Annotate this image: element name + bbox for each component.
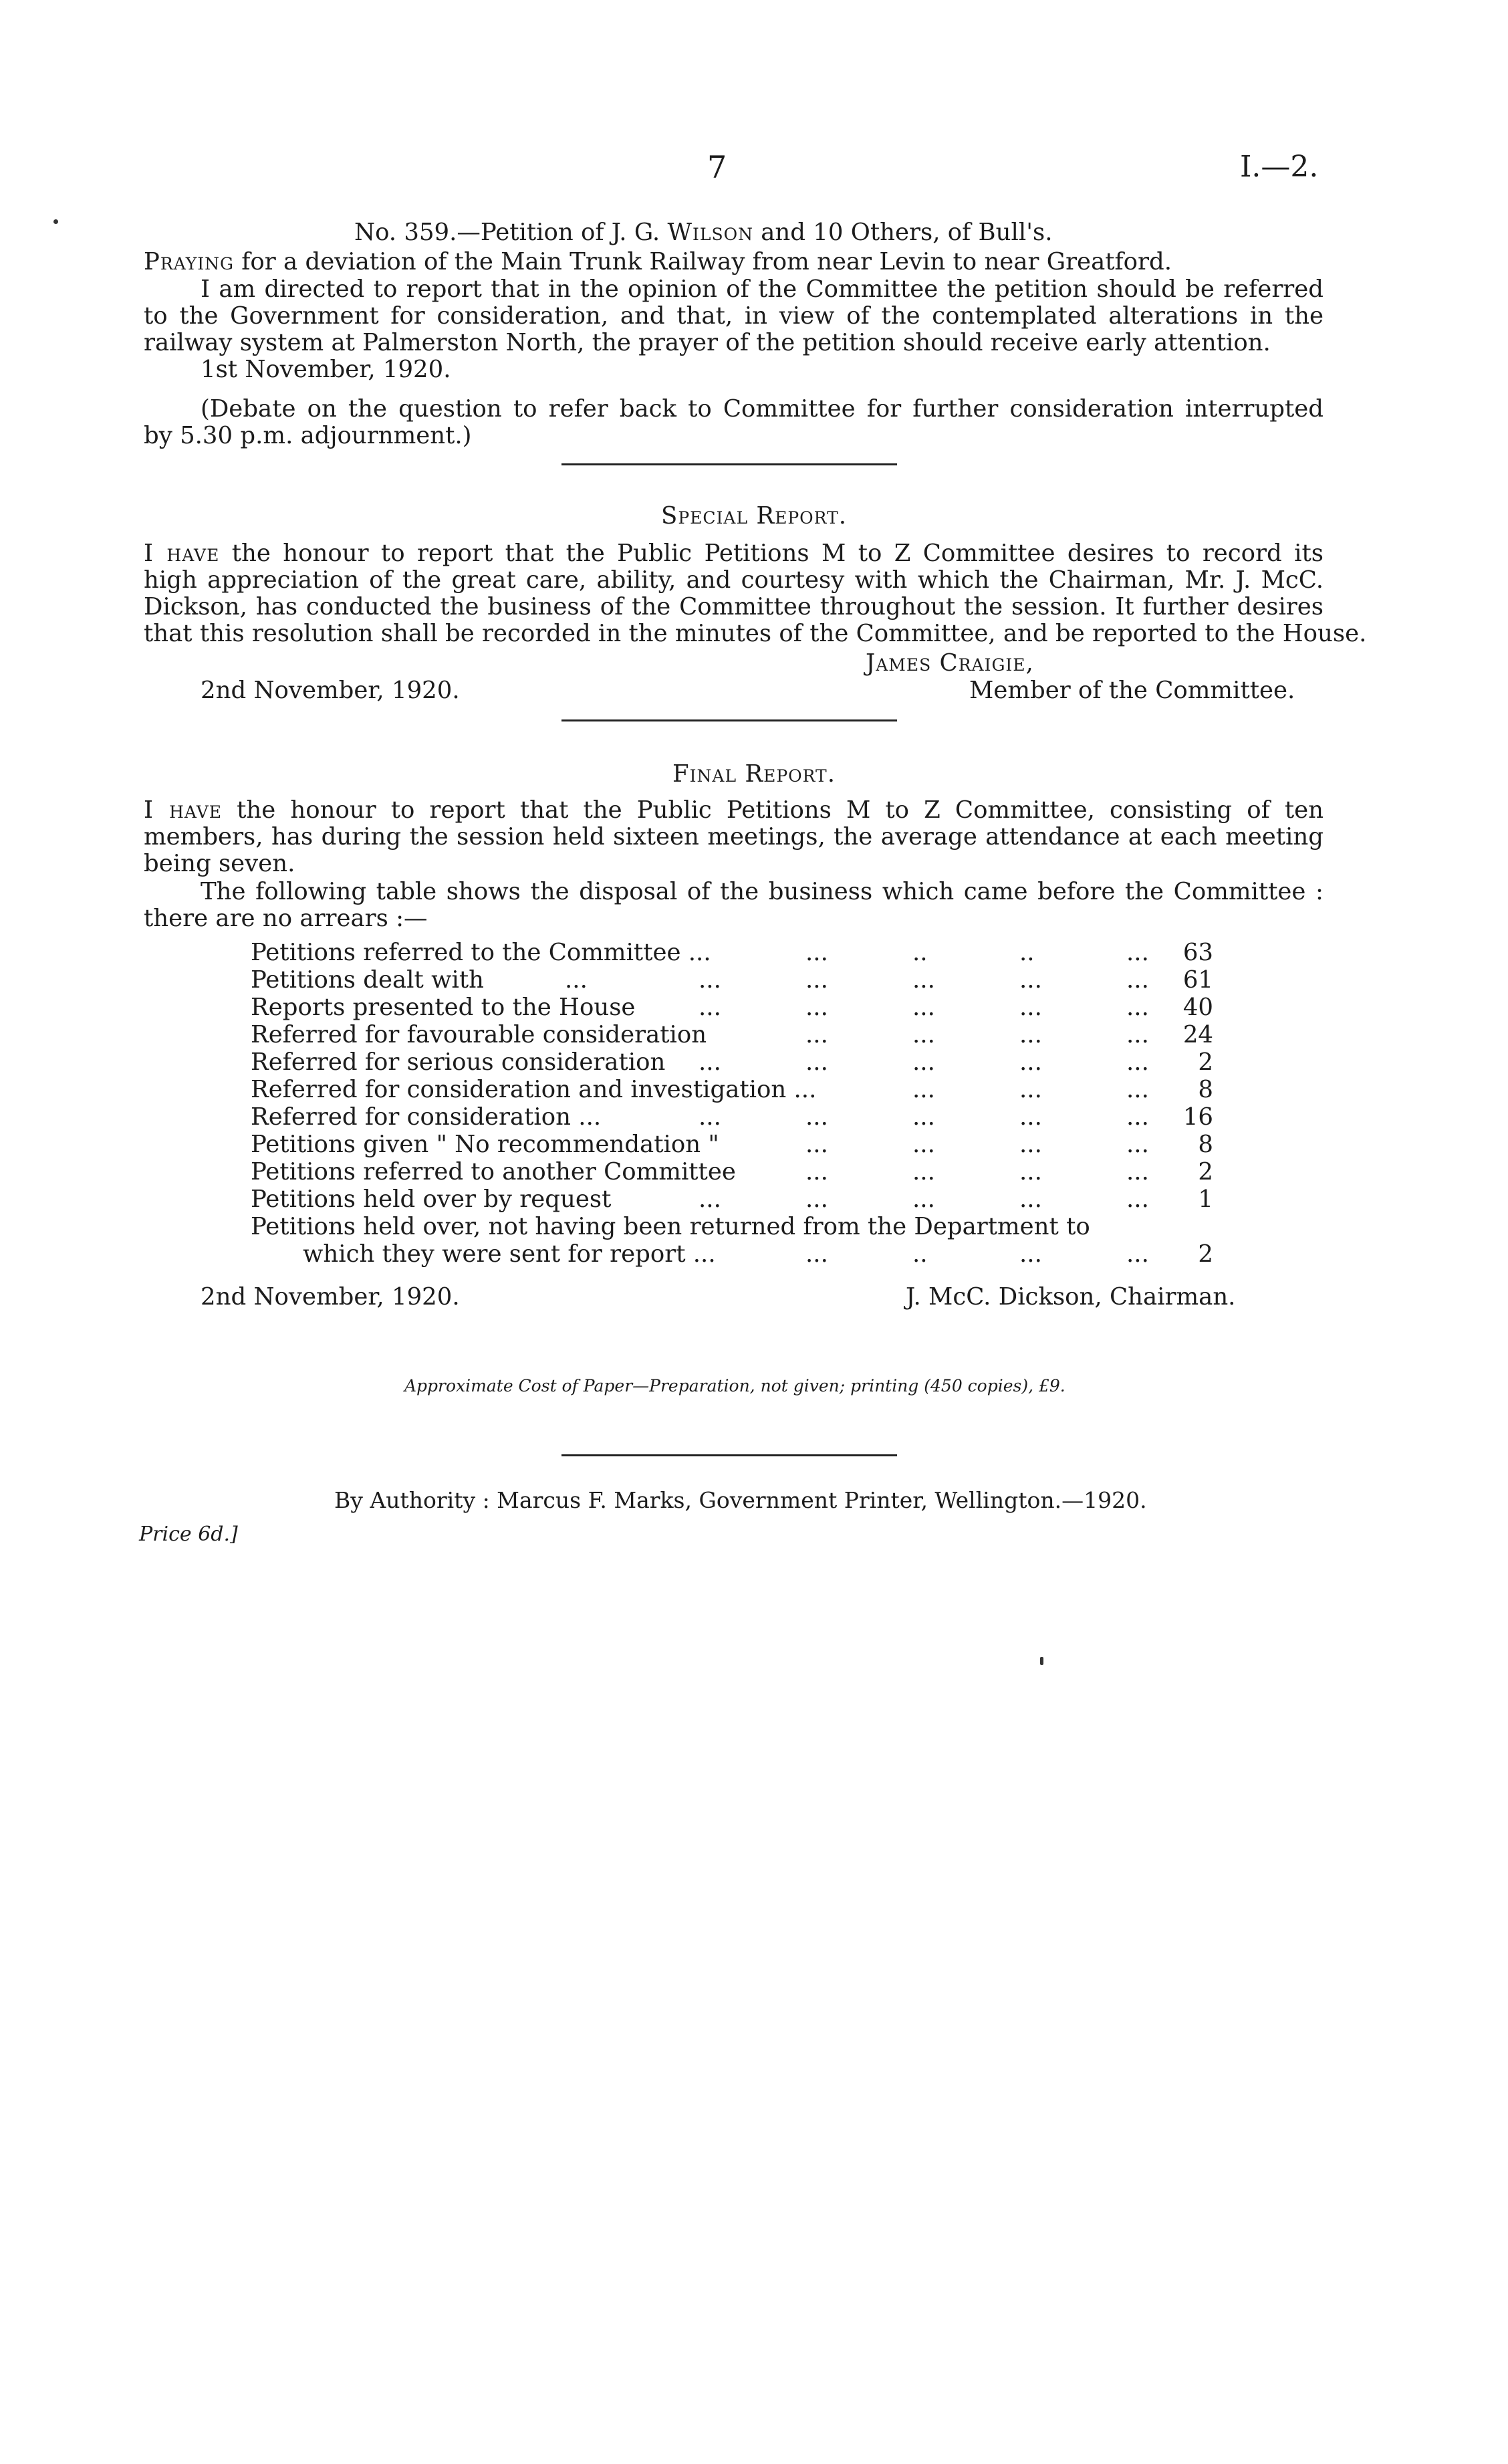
praying-text: for a deviation of the Main Trunk Railway from near Levin to near Greatford. <box>241 248 1172 275</box>
special-report-line: high appreciation of the great care, ability, and courtesy with which the Chairman, Mr. J. McC. <box>144 566 1324 594</box>
table-row: Petitions dealt with ... ... ... ... ... ... 61 <box>251 966 1213 994</box>
final-report-date: 2nd November, 1920. <box>201 1283 460 1311</box>
special-report-signatory: James Craigie, <box>866 649 1034 677</box>
final-report-line3: being seven. <box>144 850 295 877</box>
table-row: Referred for serious consideration ... ... ... ... ... 2 <box>251 1048 1213 1076</box>
table-row: Referred for favourable consideration ... ... ... ... 24 <box>251 1021 1213 1048</box>
debate-note-line1: (Debate on the question to refer back to Committee for further consideration interrupted <box>201 395 1324 423</box>
cost-note: Approximate Cost of Paper—Preparation, not given; printing (450 copies), £9. <box>404 1376 1065 1395</box>
table-row: Referred for consideration ... ... ... ... ... ... 16 <box>251 1103 1213 1131</box>
row-value: 1 <box>1198 1186 1213 1213</box>
special-report-lead: I have <box>144 540 220 567</box>
special-report-date: 2nd November, 1920. <box>201 677 460 704</box>
final-report-title: Final Report. <box>672 760 836 788</box>
petition-heading-number: No. 359.—Petition of J. G. <box>354 219 660 246</box>
authority-line: By Authority : Marcus F. Marks, Government Printer, Wellington.—1920. <box>334 1487 1147 1513</box>
petition-heading-rest: and 10 Others, of Bull's. <box>761 219 1053 246</box>
row-value: 2 <box>1198 1158 1213 1186</box>
page-number: 7 <box>707 149 727 185</box>
row-label: Referred for consideration and investigation ... <box>251 1076 817 1103</box>
price-label: Price 6d.] <box>139 1523 238 1546</box>
row-value: 63 <box>1182 939 1213 966</box>
special-report-title: Special Report. <box>661 502 847 530</box>
debate-note-line2: by 5.30 p.m. adjournment.) <box>144 422 472 449</box>
row-label: Reports presented to the House <box>251 994 636 1021</box>
petition-report-line: railway system at Palmerston North, the prayer of the petition should receive early attention. <box>144 329 1271 356</box>
row-label: Petitions held over, not having been returned from the Department to <box>251 1213 1090 1240</box>
row-value: 61 <box>1182 966 1213 994</box>
row-value: 8 <box>1198 1076 1213 1103</box>
final-report-lead: I have <box>144 796 223 824</box>
row-label: Petitions referred to another Committee <box>251 1158 736 1186</box>
row-label: Referred for favourable consideration <box>251 1021 707 1048</box>
praying-label: Praying <box>144 248 234 275</box>
row-label: Petitions dealt with <box>251 966 484 994</box>
table-intro-line1: The following table shows the disposal of the business which came before the Committee : <box>201 878 1324 905</box>
table-row: Petitions held over by request ... ... ... ... ... 1 <box>251 1186 1213 1213</box>
row-label: Petitions held over by request <box>251 1186 612 1213</box>
table-row: Petitions held over, not having been returned from the Department to which they were sent for report ... ... .. ... ... 2 <box>251 1213 1213 1268</box>
table-row: Petitions referred to another Committee ... ... ... ... 2 <box>251 1158 1213 1186</box>
petition-report-line: to the Government for consideration, and that, in view of the contemplated alterations in the <box>144 302 1324 330</box>
section-divider <box>561 719 897 721</box>
row-value: 24 <box>1182 1021 1213 1048</box>
final-report-line1: I have the honour to report that the Public Petitions M to Z Committee, consisting of ten <box>144 796 1324 824</box>
praying-line <box>144 249 1172 275</box>
row-value: 40 <box>1182 994 1213 1021</box>
petitioner-name: Wilson <box>667 219 753 246</box>
table-row: Reports presented to the House ... ... ... ... ... 40 <box>251 994 1213 1021</box>
special-report-role: Member of the Committee. <box>969 677 1295 704</box>
table-row: Referred for consideration and investigation ... ... ... ... 8 <box>251 1076 1213 1103</box>
petition-report-line: I am directed to report that in the opinion of the Committee the petition should be referred <box>201 275 1324 303</box>
special-report-line1: I have the honour to report that the Public Petitions M to Z Committee desires to record its <box>144 540 1324 567</box>
document-reference: I.—2. <box>1240 150 1319 184</box>
stray-ink-dot <box>53 219 58 224</box>
row-value: 2 <box>1198 1048 1213 1076</box>
footer-divider <box>561 1454 897 1456</box>
table-row: Petitions given " No recommendation " ... ... ... ... 8 <box>251 1131 1213 1158</box>
petition-date: 1st November, 1920. <box>201 356 451 383</box>
petition-heading <box>354 219 1052 246</box>
row-value: 2 <box>1198 1240 1213 1268</box>
table-intro-line2: there are no arrears :— <box>144 905 428 932</box>
row-label: Petitions given " No recommendation " <box>251 1131 719 1158</box>
row-value: 8 <box>1198 1131 1213 1158</box>
section-divider <box>561 463 897 465</box>
row-label-continued: which they were sent for report ... <box>303 1240 716 1268</box>
final-report-line2: members, has during the session held sixteen meetings, the average attendance at each meeting <box>144 823 1324 851</box>
row-label: Referred for serious consideration <box>251 1048 666 1076</box>
special-report-line: Dickson, has conducted the business of the Committee throughout the session. It further desires <box>144 593 1324 621</box>
stray-ink-dot <box>1040 1657 1043 1665</box>
special-report-last-line: that this resolution shall be recorded in the minutes of the Committee, and be reported to the House. <box>144 620 1367 647</box>
table-row: Petitions referred to the Committee ... ... .. .. ... 63 <box>251 939 1213 966</box>
row-label: Referred for consideration ... <box>251 1103 602 1131</box>
final-report-signatory: J. McC. Dickson, Chairman. <box>906 1283 1236 1311</box>
row-label: Petitions referred to the Committee ... <box>251 939 711 966</box>
row-value: 16 <box>1182 1103 1213 1131</box>
